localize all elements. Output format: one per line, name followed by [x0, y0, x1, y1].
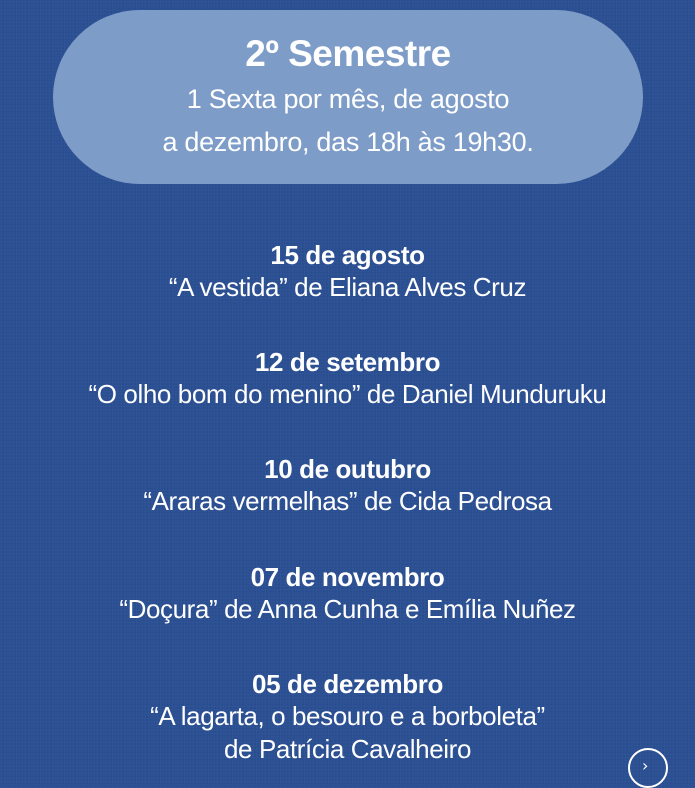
event-item [0, 453, 695, 518]
chevron-right-icon: › [642, 756, 649, 775]
event-item [0, 561, 695, 626]
event-title: “O olho bom do menino” de Daniel Munduruku [88, 379, 607, 409]
event-title: “Araras vermelhas” de Cida Pedrosa [143, 486, 552, 516]
event-title-author: de Patrícia Cavalheiro [224, 734, 471, 764]
event-item [0, 346, 695, 411]
event-item [0, 668, 695, 766]
event-item [0, 239, 695, 304]
event-date: 15 de agosto [270, 240, 425, 270]
schedule-line-2: a dezembro, das 18h às 19h30. [162, 127, 534, 157]
next-slide-button[interactable] [628, 748, 668, 788]
event-date: 07 de novembro [250, 562, 445, 592]
event-title: “Doçura” de Anna Cunha e Emília Nuñez [119, 594, 576, 624]
event-date: 05 de dezembro [252, 669, 443, 699]
event-date: 12 de setembro [254, 347, 441, 377]
event-title: “A vestida” de Eliana Alves Cruz [168, 272, 527, 302]
schedule-line-1: 1 Sexta por mês, de agosto [186, 84, 510, 114]
semester-title: 2º Semestre [245, 33, 451, 74]
event-date: 10 de outubro [264, 454, 431, 484]
event-title: “A lagarta, o besouro e a borboleta” [150, 701, 545, 731]
